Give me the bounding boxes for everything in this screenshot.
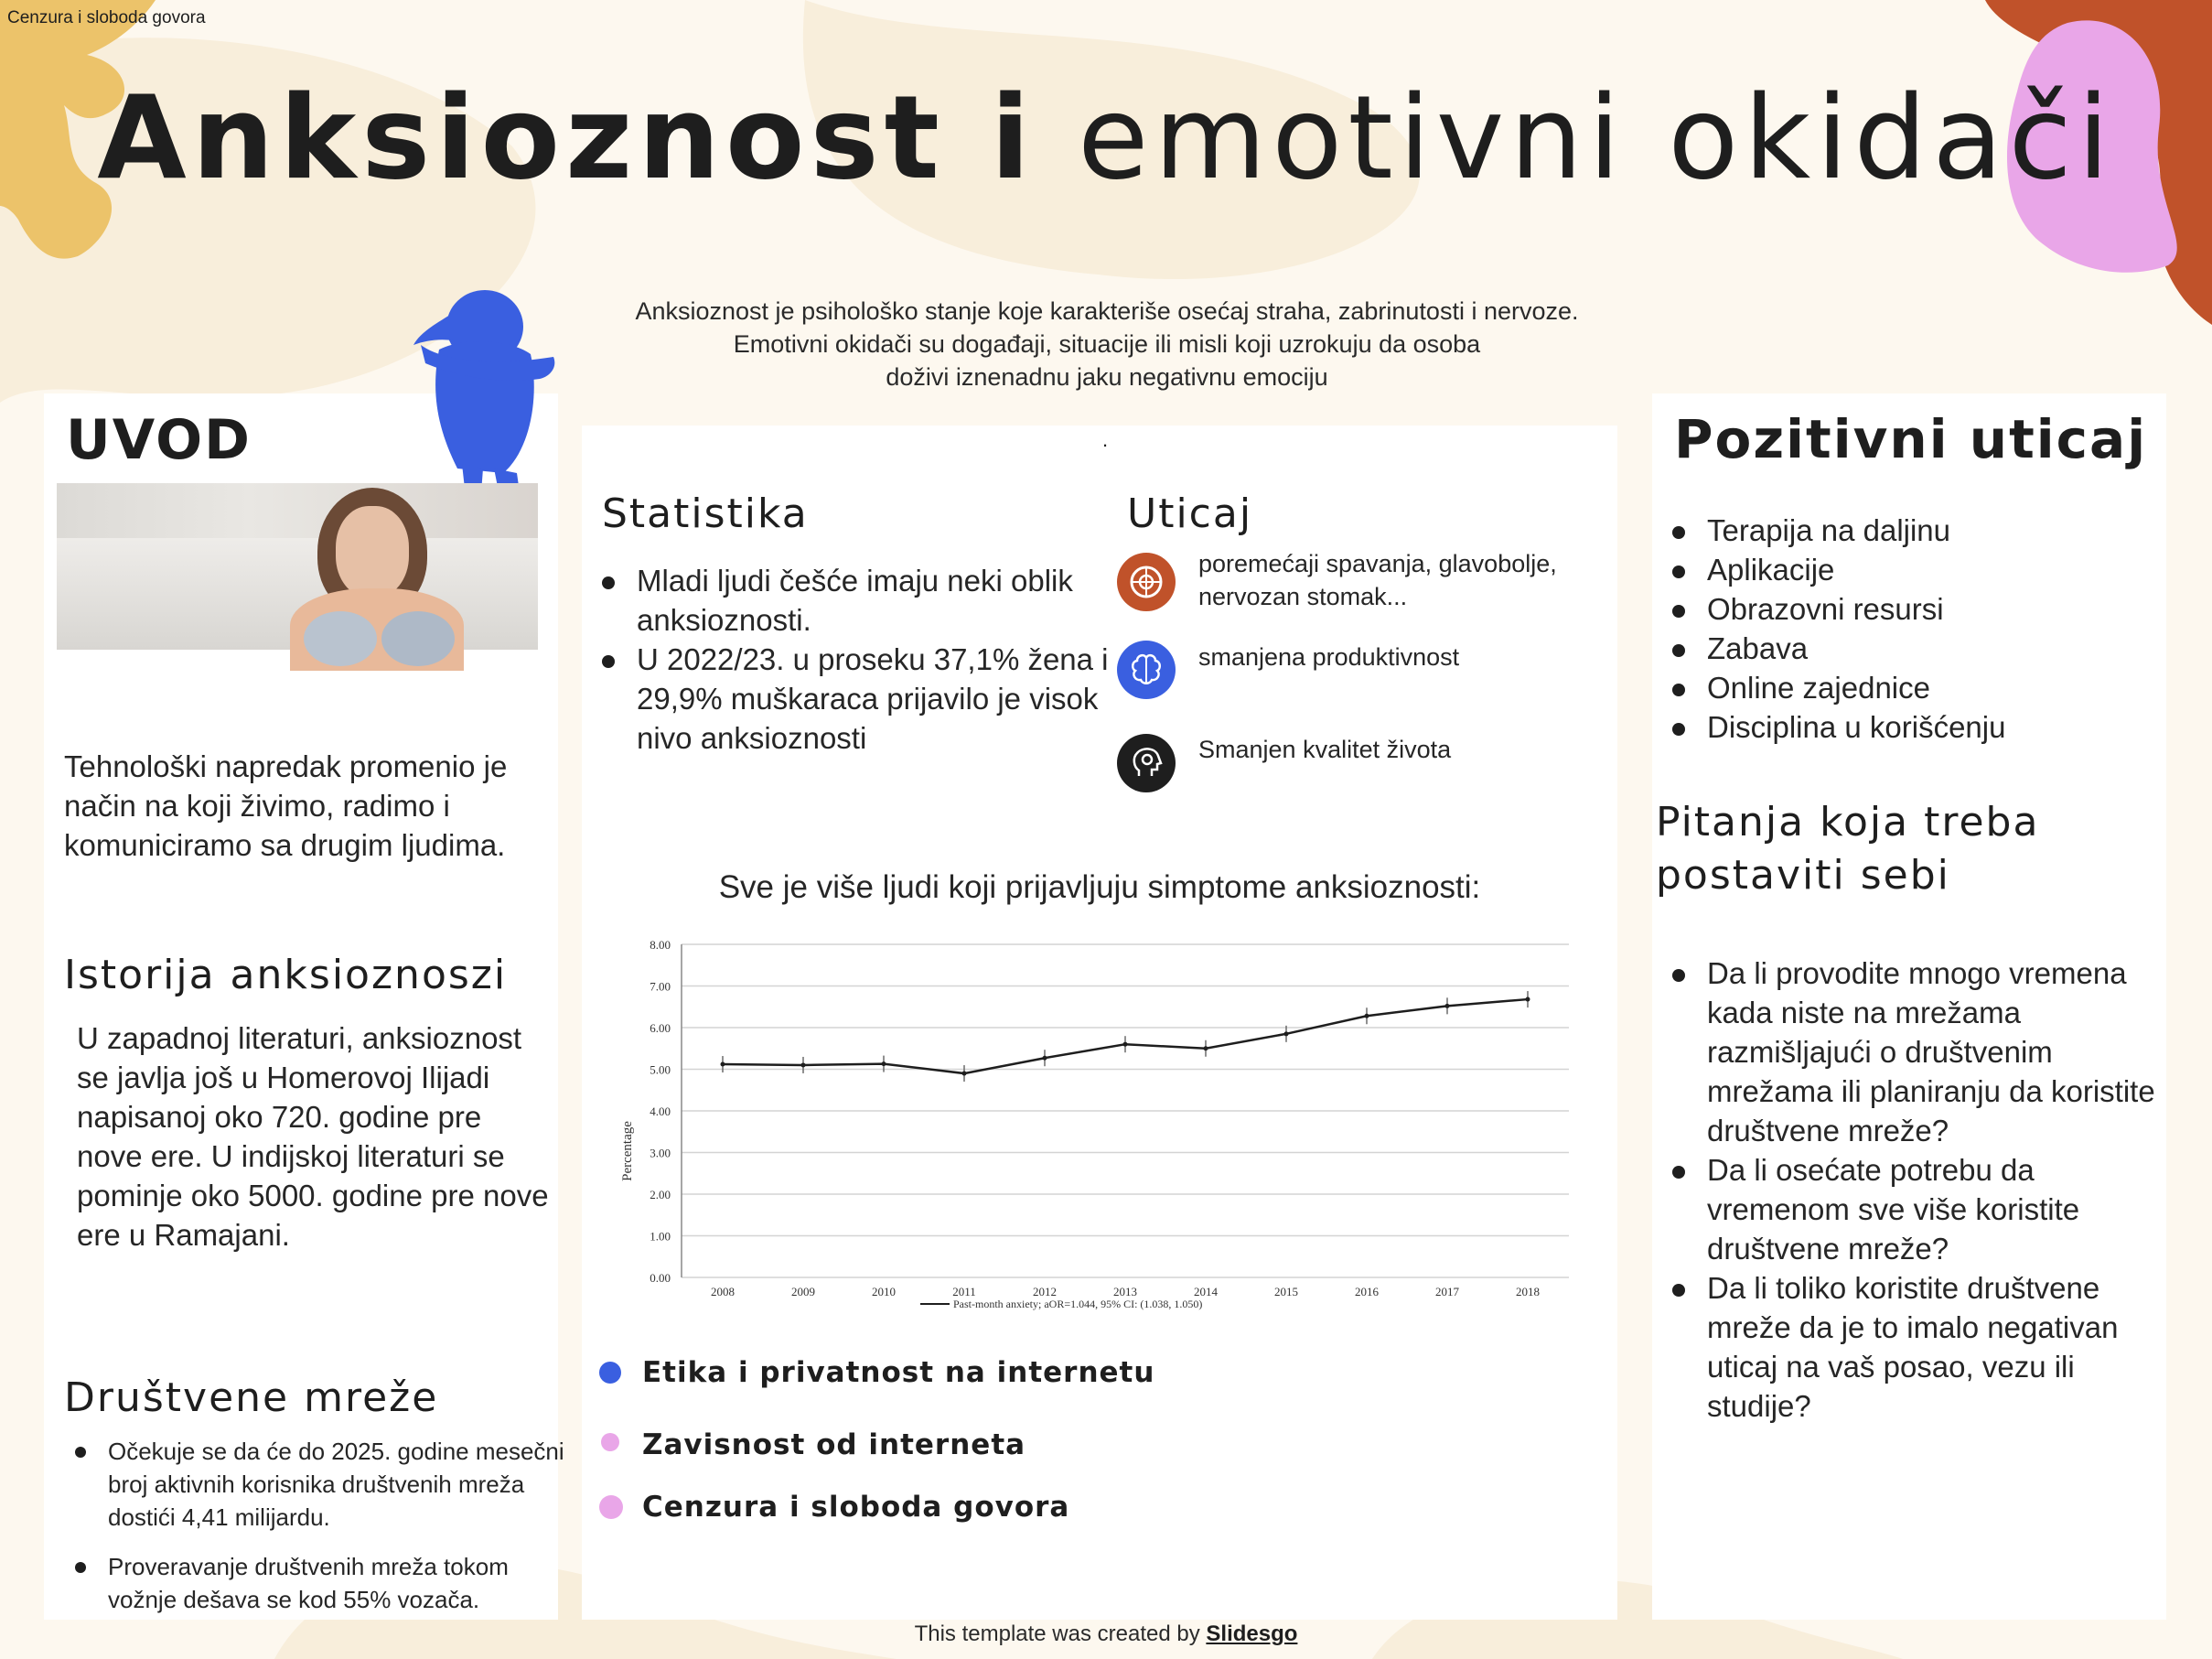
list-item: Disciplina u korišćenju bbox=[1707, 707, 2164, 747]
chart-grid bbox=[682, 944, 1569, 1277]
chart-y-label: Percentage bbox=[620, 1121, 635, 1181]
data-point bbox=[1204, 1046, 1208, 1050]
istorija-title: Istorija anksioznoszi bbox=[64, 952, 508, 998]
intro-text bbox=[604, 295, 1610, 393]
x-tick-label: 2017 bbox=[1435, 1285, 1459, 1298]
list-item: Da li osećate potrebu da vremenom sve više koristite društvene mreže? bbox=[1707, 1150, 2183, 1268]
statistika-title: Statistika bbox=[602, 490, 809, 537]
list-item: Aplikacije bbox=[1707, 550, 2164, 589]
x-tick-label: 2009 bbox=[791, 1285, 815, 1298]
sitting-figure-illustration bbox=[403, 285, 567, 514]
data-point bbox=[1043, 1056, 1047, 1061]
intro-line: Anksioznost je psihološko stanje koje karakteriše osećaj straha, zabrinutosti i nervoze. bbox=[635, 297, 1579, 325]
list-item: Terapija na daljinu bbox=[1707, 511, 2164, 550]
legend-label-etika[interactable]: Etika i privatnost na internetu bbox=[642, 1356, 1155, 1389]
list-item: Obrazovni resursi bbox=[1707, 589, 2164, 629]
y-tick-label: 8.00 bbox=[650, 938, 671, 952]
title-bold: Anksioznost i bbox=[97, 70, 1036, 205]
intro-line: Emotivni okidači su događaji, situacije ili misli koji uzrokuju da osoba bbox=[733, 330, 1481, 358]
chart-x-ticks bbox=[711, 1285, 1540, 1298]
data-point bbox=[1365, 1014, 1369, 1018]
uticaj-item-2: smanjena produktivnost bbox=[1198, 643, 1460, 671]
chart-legend: Past-month anxiety; aOR=1.044, 95% CI: (1.038, 1.050) bbox=[953, 1298, 1203, 1310]
anxiety-line-chart bbox=[604, 933, 1573, 1310]
uvod-text: Tehnološki napredak promenio je način na koji živimo, radimo i komuniciramo sa drugim ljudima. bbox=[64, 749, 508, 862]
list-item: Da li toliko koristite društvene mreže da je to imalo negativan uticaj na vaš posao, vezu ili studije? bbox=[1707, 1268, 2183, 1426]
y-tick-label: 3.00 bbox=[650, 1146, 671, 1160]
y-tick-label: 1.00 bbox=[650, 1229, 671, 1244]
statistika-list bbox=[598, 561, 1112, 758]
page-title bbox=[0, 70, 2212, 205]
list-item: Mladi ljudi češće imaju neki oblik anksioznosti. bbox=[637, 561, 1112, 640]
intro-line: doživi iznenadnu jaku negativnu emociju bbox=[886, 363, 1328, 391]
legend-label-cenzura[interactable]: Cenzura i sloboda govora bbox=[642, 1491, 1070, 1524]
data-point bbox=[962, 1072, 967, 1076]
data-point bbox=[1445, 1004, 1450, 1008]
x-tick-label: 2011 bbox=[952, 1285, 976, 1298]
y-tick-label: 0.00 bbox=[650, 1271, 671, 1285]
list-item: Očekuje se da će do 2025. godine mesečni broj aktivnih korisnika društvenih mreža dostići 4,41 milijardu. bbox=[108, 1435, 574, 1534]
y-tick-label: 7.00 bbox=[650, 979, 671, 994]
list-item: U 2022/23. u proseku 37,1% žena i 29,9% muškaraca prijavilo je visok nivo anksioznosti bbox=[637, 640, 1112, 758]
list-item: Proveravanje društvenih mreža tokom vožnje dešava se kod 55% vozača. bbox=[108, 1550, 574, 1616]
list-item: Online zajednice bbox=[1707, 668, 2164, 707]
x-tick-label: 2016 bbox=[1355, 1285, 1379, 1298]
x-tick-label: 2018 bbox=[1516, 1285, 1540, 1298]
list-item: Zabava bbox=[1707, 629, 2164, 668]
x-tick-label: 2012 bbox=[1033, 1285, 1057, 1298]
data-point bbox=[882, 1061, 886, 1066]
brain-icon bbox=[1117, 641, 1176, 699]
drustvene-title: Društvene mreže bbox=[64, 1374, 439, 1421]
x-tick-label: 2008 bbox=[711, 1285, 735, 1298]
title-light: emotivni okidači bbox=[1077, 70, 2115, 205]
uticaj-item-1: poremećaji spavanja, glavobolje, nervozan stomak... bbox=[1198, 550, 1557, 610]
slidesgo-link[interactable]: Slidesgo bbox=[1206, 1621, 1298, 1646]
footer bbox=[0, 1621, 2212, 1647]
data-point bbox=[801, 1062, 806, 1067]
chart-series bbox=[721, 991, 1530, 1082]
uticaj-title: Uticaj bbox=[1127, 490, 1253, 537]
uvod-title: UVOD bbox=[66, 408, 252, 472]
pitanja-list bbox=[1669, 953, 2183, 1426]
woman-photo bbox=[57, 483, 538, 650]
chart-heading: Sve je više ljudi koji prijavljuju simptome anksioznosti: bbox=[718, 869, 1481, 905]
data-point bbox=[1123, 1042, 1128, 1047]
chart-y-ticks bbox=[650, 938, 671, 1285]
y-tick-label: 4.00 bbox=[650, 1104, 671, 1118]
y-tick-label: 2.00 bbox=[650, 1188, 671, 1201]
x-tick-label: 2013 bbox=[1113, 1285, 1137, 1298]
uticaj-item-3: Smanjen kvalitet života bbox=[1198, 736, 1452, 763]
legend-dot-zavisnost bbox=[601, 1433, 619, 1451]
pozitivni-title: Pozitivni uticaj bbox=[1674, 408, 2148, 470]
x-tick-label: 2014 bbox=[1194, 1285, 1218, 1298]
data-point bbox=[1526, 997, 1530, 1002]
data-point bbox=[1284, 1031, 1289, 1036]
legend-dot-cenzura bbox=[599, 1495, 623, 1519]
legend-label-zavisnost[interactable]: Zavisnost od interneta bbox=[642, 1428, 1026, 1461]
y-tick-label: 5.00 bbox=[650, 1062, 671, 1077]
list-item: Da li provodite mnogo vremena kada niste na mrežama razmišljajući o društvenim mrežama ili planiranju da koristite društvene mreže? bbox=[1707, 953, 2183, 1150]
data-point bbox=[721, 1062, 725, 1067]
istorija-text: U zapadnoj literaturi, anksioznost se javlja još u Homerovoj Ilijadi napisanoj oko 720. godine pre nove ere. U indijskoj literaturi se pominje oko 5000. godine pre nove ere u Ramajani. bbox=[77, 1021, 549, 1252]
pitanja-title: Pitanja koja treba postaviti sebi bbox=[1656, 799, 2040, 899]
legend-dot-etika bbox=[599, 1362, 621, 1384]
footer-prefix: This template was created by bbox=[914, 1621, 1200, 1646]
top-label: Cenzura i sloboda govora bbox=[7, 8, 206, 27]
x-tick-label: 2010 bbox=[872, 1285, 896, 1298]
head-gear-icon bbox=[1117, 734, 1176, 792]
pozitivni-list bbox=[1669, 511, 2164, 747]
y-tick-label: 6.00 bbox=[650, 1021, 671, 1035]
drustvene-list bbox=[70, 1435, 574, 1616]
sleep-icon bbox=[1117, 553, 1176, 611]
intro-dot: . bbox=[1102, 428, 1109, 451]
x-tick-label: 2015 bbox=[1274, 1285, 1298, 1298]
